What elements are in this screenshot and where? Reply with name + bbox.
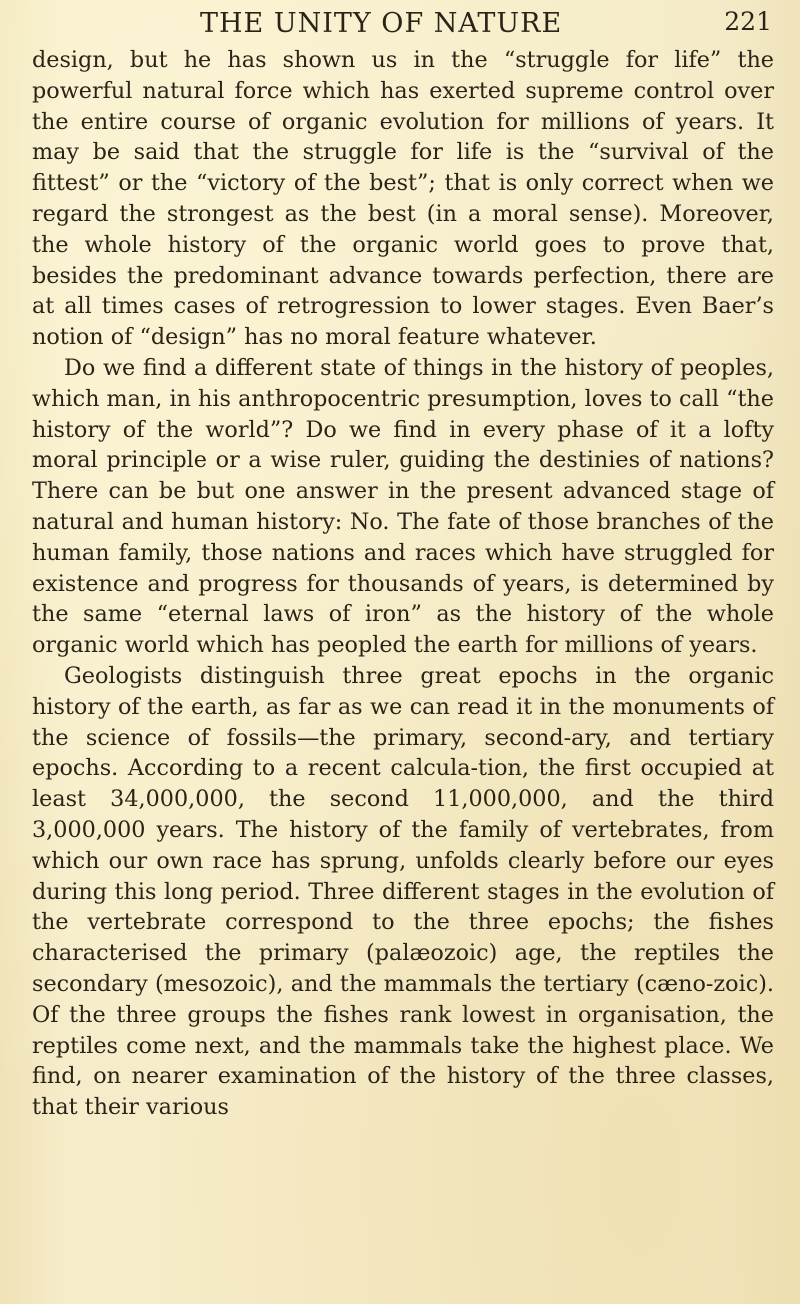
paragraph-3: Geologists distinguish three great epochs in the organic history of the earth, as far as we can read it in the monuments of the science of fossils—the primary, second-ary, and tertiary epochs. According to a recent calcula-tion, the first occupied at least 34,000,000, the second 11,000,000, and the third 3,000,000 years. The history of the family of vertebrates, from which our own race has sprung, unfolds clearly before our eyes during this long period. Three different stages in the evolution of the vertebrate correspond to the three epochs; the fishes characterised the primary (palæozoic) age, the reptiles the secondary (mesozoic), and the mammals the tertiary (cæno-zoic). Of the three groups the fishes rank lowest in organisation, the reptiles come next, and the mammals take the highest place. We find, on nearer examination of the history of the three classes, that their various bbox=[32, 662, 774, 1121]
body-text bbox=[32, 45, 774, 1123]
running-header bbox=[32, 4, 774, 44]
page-number: 221 bbox=[724, 7, 772, 36]
paragraph-1: design, but he has shown us in the “struggle for life” the powerful natural force which has exerted supreme control over the entire course of organic evolution for millions of years. It may be said that the struggle for life is the “survival of the fittest” or the “victory of the best”; that is only correct when we regard the strongest as the best (in a moral sense). Moreover, the whole history of the organic world goes to prove that, besides the predominant advance towards perfection, there are at all times cases of retrogression to lower stages. Even Baer’s notion of “design” has no moral feature whatever. bbox=[32, 47, 774, 351]
paragraph-2: Do we find a different state of things in the history of peoples, which man, in his anthropocentric presumption, loves to call “the history of the world”? Do we find in every phase of it a lofty moral principle or a wise ruler, guiding the destinies of nations? There can be but one answer in the present advanced stage of natural and human history: No. The fate of those branches of the human family, those nations and races which have struggled for existence and progress for thousands of years, is determined by the same “eternal laws of iron” as the history of the whole organic world which has peopled the earth for millions of years. bbox=[32, 354, 774, 659]
running-title: THE UNITY OF NATURE bbox=[200, 8, 563, 39]
